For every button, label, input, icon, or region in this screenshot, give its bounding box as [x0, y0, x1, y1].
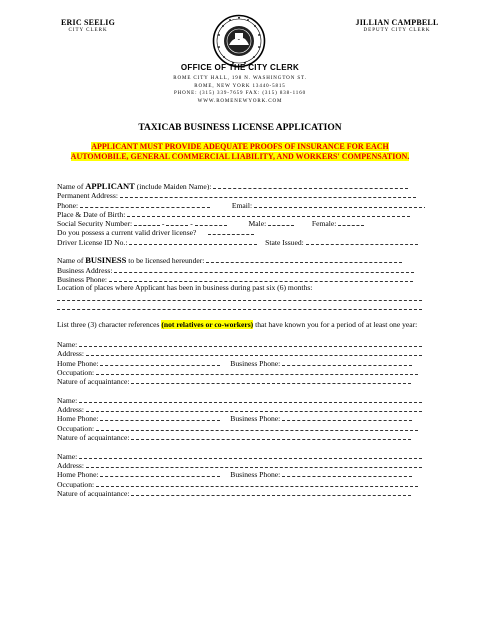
- home-phone-label: Home Phone:: [57, 470, 99, 479]
- reference-2-acquaintance-field[interactable]: [131, 432, 411, 440]
- reference-2-address-row: [57, 404, 425, 413]
- phone-email-row: [57, 200, 425, 209]
- business-locations-line2-row: [57, 302, 425, 311]
- address-line-1: ROME CITY HALL, 198 N. WASHINGTON ST.: [173, 76, 307, 81]
- reference-2-name-field[interactable]: [79, 395, 422, 403]
- reference-1-acquaintance-field[interactable]: [131, 376, 411, 384]
- reference-1-occupation-field[interactable]: [96, 367, 418, 375]
- business-locations-label: Location of places where Applicant has been in business during past six (6) months:: [57, 283, 313, 293]
- business-phone-label: Business Phone:: [230, 358, 281, 367]
- business-locations-field-1[interactable]: [57, 293, 422, 301]
- acquaintance-label: Nature of acquaintance:: [57, 377, 130, 386]
- reference-name-label: Name:: [57, 451, 78, 460]
- business-address-row: [57, 265, 425, 274]
- ssn-part3-field[interactable]: [195, 218, 227, 226]
- reference-1-name-row: [57, 339, 425, 348]
- female-label: Female:: [311, 219, 337, 228]
- permanent-address-row: [57, 190, 425, 199]
- references-exclusion-highlight: (not relatives or co-workers): [161, 320, 254, 330]
- deputy-clerk-block: [352, 18, 442, 33]
- references-intro: List three (3) character references (not relatives or co-workers) that have known you for a period of at least one year:: [57, 320, 418, 330]
- reference-3-phone-row: [57, 469, 425, 478]
- ssn-row: Social Security Number: - - Male: Female:: [57, 218, 425, 227]
- reference-3-name-row: [57, 451, 425, 460]
- birth-field[interactable]: [127, 209, 410, 217]
- license-question-row: [57, 227, 425, 236]
- business-name-label: Name of BUSINESS to be licensed hereunder:: [57, 255, 205, 265]
- phone-label: Phone:: [57, 200, 79, 209]
- office-address: [0, 75, 480, 105]
- reference-address-label: Address:: [57, 460, 84, 470]
- female-field[interactable]: [338, 218, 364, 226]
- reference-2-occupation-field[interactable]: [96, 423, 418, 431]
- reference-3-acquaintance-field[interactable]: [131, 488, 411, 496]
- reference-name-label: Name:: [57, 395, 78, 405]
- phone-fax: PHONE: (315) 339-7659 FAX: (315) 838-1160: [173, 91, 307, 96]
- state-issued-field[interactable]: [306, 237, 418, 245]
- insurance-warning: [70, 142, 410, 161]
- reference-1-occupation-row: [57, 367, 425, 376]
- application-form: [57, 181, 425, 497]
- license-question-label: Do you possess a current valid driver license?: [57, 228, 197, 237]
- deputy-clerk-title: DEPUTY CITY CLERK: [363, 28, 431, 33]
- home-phone-label: Home Phone:: [57, 358, 99, 367]
- email-label: Email:: [231, 200, 253, 209]
- reference-3-business-phone-field[interactable]: [282, 469, 412, 477]
- insurance-warning-text: APPLICANT MUST PROVIDE ADEQUATE PROOFS OF INSURANCE FOR EACH AUTOMOBILE, GENERAL COMMERCIAL LIABILITY, AND WORKERS' COMPENSATION.: [70, 142, 410, 161]
- form-title: TAXICAB BUSINESS LICENSE APPLICATION: [138, 123, 342, 133]
- permanent-address-label: Permanent Address:: [57, 191, 118, 200]
- reference-3-occupation-row: [57, 479, 425, 488]
- business-name-field[interactable]: [206, 255, 402, 263]
- reference-3-name-field[interactable]: [79, 451, 422, 459]
- reference-1-name-field[interactable]: [79, 339, 422, 347]
- reference-1-address-field[interactable]: [86, 348, 422, 356]
- city-seal-icon: [212, 14, 266, 68]
- reference-2-address-field[interactable]: [86, 404, 422, 412]
- license-id-field[interactable]: [129, 237, 257, 245]
- reference-2-home-phone-field[interactable]: [100, 413, 220, 421]
- male-field[interactable]: [268, 218, 294, 226]
- acquaintance-label: Nature of acquaintance:: [57, 433, 130, 442]
- business-locations-field-2[interactable]: [57, 302, 422, 310]
- city-clerk-name: ERIC SEELIG: [61, 18, 115, 27]
- business-phone-label: Business Phone:: [230, 470, 281, 479]
- business-address-field[interactable]: [114, 265, 414, 273]
- city-clerk-title: CITY CLERK: [68, 28, 108, 33]
- occupation-label: Occupation:: [57, 423, 95, 433]
- reference-2-acquaintance-row: [57, 432, 425, 441]
- business-address-label: Business Address:: [57, 265, 113, 274]
- reference-name-label: Name:: [57, 340, 78, 349]
- reference-address-label: Address:: [57, 349, 84, 358]
- business-name-row: [57, 255, 425, 264]
- applicant-name-row: [57, 181, 425, 190]
- acquaintance-label: Nature of acquaintance:: [57, 488, 130, 498]
- business-phone-row: [57, 274, 425, 283]
- business-locations-line1-row: [57, 293, 425, 302]
- ssn-label: Social Security Number:: [57, 219, 133, 228]
- reference-1-business-phone-field[interactable]: [282, 358, 412, 366]
- license-id-label: Driver License ID No.:: [57, 237, 128, 247]
- business-phone-label: Business Phone:: [57, 274, 107, 284]
- applicant-name-label: Name of APPLICANT (include Maiden Name):: [57, 181, 212, 191]
- business-phone-label: Business Phone:: [230, 414, 281, 423]
- state-issued-label: State Issued:: [265, 237, 304, 247]
- reference-2-name-row: [57, 395, 425, 404]
- applicant-name-field[interactable]: [213, 181, 408, 189]
- license-question-field[interactable]: [208, 227, 254, 235]
- occupation-label: Occupation:: [57, 479, 95, 488]
- birth-label: Place & Date of Birth:: [57, 209, 126, 219]
- permanent-address-field[interactable]: [120, 190, 416, 198]
- reference-1-address-row: [57, 348, 425, 357]
- reference-2-occupation-row: [57, 423, 425, 432]
- reference-3-home-phone-field[interactable]: [100, 469, 220, 477]
- reference-1-acquaintance-row: [57, 376, 425, 385]
- reference-2-business-phone-field[interactable]: [282, 413, 412, 421]
- birth-row: [57, 209, 425, 218]
- ssn-part2-field[interactable]: [166, 218, 188, 226]
- reference-3-address-field[interactable]: [86, 460, 422, 468]
- occupation-label: Occupation:: [57, 367, 95, 377]
- reference-2-phone-row: [57, 413, 425, 422]
- reference-3-acquaintance-row: [57, 488, 425, 497]
- website: WWW.ROMENEWYORK.COM: [197, 98, 283, 104]
- reference-1-phone-row: [57, 358, 425, 367]
- reference-3-occupation-field[interactable]: [96, 479, 418, 487]
- home-phone-label: Home Phone:: [57, 414, 99, 423]
- ssn-part1-field[interactable]: [134, 218, 160, 226]
- business-phone-field[interactable]: [109, 274, 413, 282]
- reference-address-label: Address:: [57, 405, 84, 414]
- phone-field[interactable]: [80, 200, 210, 208]
- reference-1-home-phone-field[interactable]: [100, 358, 220, 366]
- male-label: Male:: [248, 219, 267, 228]
- deputy-clerk-name: JILLIAN CAMPBELL: [355, 18, 439, 27]
- office-title: OFFICE OF THE CITY CLERK: [180, 63, 300, 72]
- license-id-row: [57, 237, 425, 246]
- city-clerk-block: [48, 18, 128, 33]
- address-line-2: ROME, NEW YORK 13440-5815: [194, 83, 286, 89]
- business-locations-row: [57, 283, 425, 292]
- email-field[interactable]: [254, 200, 425, 208]
- reference-3-address-row: [57, 460, 425, 469]
